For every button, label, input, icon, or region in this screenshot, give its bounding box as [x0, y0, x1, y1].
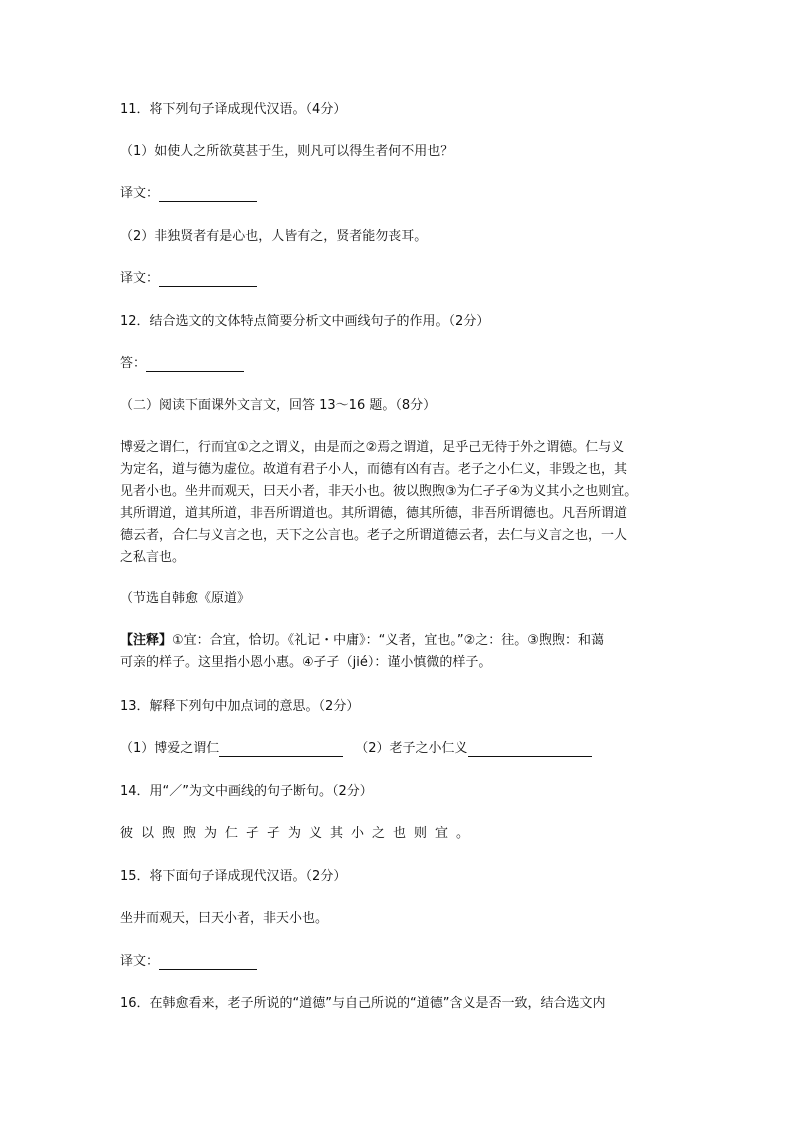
answer-blank[interactable] — [159, 955, 257, 970]
q13-item-2: （2）老子之小仁义 — [355, 741, 468, 756]
q11-answer-2 — [120, 271, 257, 287]
answer-blank[interactable] — [219, 742, 343, 757]
answer-blank[interactable] — [146, 357, 244, 372]
q11-sentence-2: （2）非独贤者有是心也，人皆有之，贤者能勿丧耳。 — [120, 229, 428, 244]
q16-title: 16．在韩愈看来，老子所说的“道德”与自己所说的“道德”含义是否一致，结合选文内 — [120, 996, 606, 1011]
note-text: ①宜：合宜，恰切。《礼记・中庸》：“义者，宜也。”②之：往。③煦煦：和蔼 — [172, 633, 604, 648]
q14-title: 14．用“／”为文中画线的句子断句。（2分） — [120, 784, 373, 799]
answer-blank[interactable] — [468, 742, 592, 757]
q13-item-1: （1）博爱之谓仁 — [120, 741, 220, 756]
passage-line: 德云者，合仁与义言之也，天下之公言也。老子之所谓道德云者，去仁与义言之也，一人 — [120, 528, 628, 543]
note-line: 可亲的样子。这里指小恩小惠。④孑孑（jié）：谨小慎微的样子。 — [120, 655, 492, 670]
passage-line: 博爱之谓仁，行而宜①之之谓义，由是而之②焉之谓道，足乎己无待于外之谓德。仁与义 — [120, 440, 625, 455]
q12-title: 12．结合选文的文体特点简要分析文中画线句子的作用。（2分） — [120, 314, 490, 329]
passage-line: 之私言也。 — [120, 550, 186, 565]
answer-blank[interactable] — [159, 272, 257, 287]
q11-sentence-1: （1）如使人之所欲莫甚于生，则凡可以得生者何不用也？ — [120, 144, 454, 159]
q15-sentence: 坐井而观天，曰天小者，非天小也。 — [120, 911, 329, 926]
passage-line: 其所谓道，道其所道，非吾所谓道也。其所谓德，德其所德，非吾所谓德也。凡吾所谓道 — [120, 506, 628, 521]
q11-answer-1 — [120, 186, 257, 202]
section2-title: （二）阅读下面课外文言文，回答 13～16 题。（8分） — [120, 398, 437, 413]
passage-line: 为定名，道与德为虚位。故道有君子小人，而德有凶有吉。老子之小仁义，非毁之也，其 — [120, 462, 628, 477]
answer-label: 译文： — [120, 954, 160, 969]
q11-title: 11．将下列句子译成现代汉语。（4分） — [120, 102, 347, 117]
passage — [120, 437, 680, 569]
note-line — [120, 630, 680, 652]
q13-items — [120, 741, 592, 757]
note-label: 【注释】 — [120, 633, 173, 648]
passage-source: （节选自韩愈《原道》 — [120, 591, 251, 606]
q14-sentence: 彼以煦煦为仁孑孑为义其小之也则宜。 — [120, 826, 478, 841]
answer-label: 译文： — [120, 186, 160, 201]
q15-title: 15．将下面句子译成现代汉语。（2分） — [120, 869, 347, 884]
notes — [120, 630, 680, 674]
q12-answer — [120, 356, 244, 372]
answer-label: 答： — [120, 356, 147, 371]
passage-line: 见者小也。坐井而观天，曰天小者，非天小也。彼以煦煦③为仁孑孑④为义其小之也则宜。 — [120, 484, 638, 499]
q13-title: 13．解释下列句中加点词的意思。（2分） — [120, 699, 360, 714]
answer-label: 译文： — [120, 271, 160, 286]
answer-blank[interactable] — [159, 187, 257, 202]
q15-answer — [120, 954, 257, 970]
